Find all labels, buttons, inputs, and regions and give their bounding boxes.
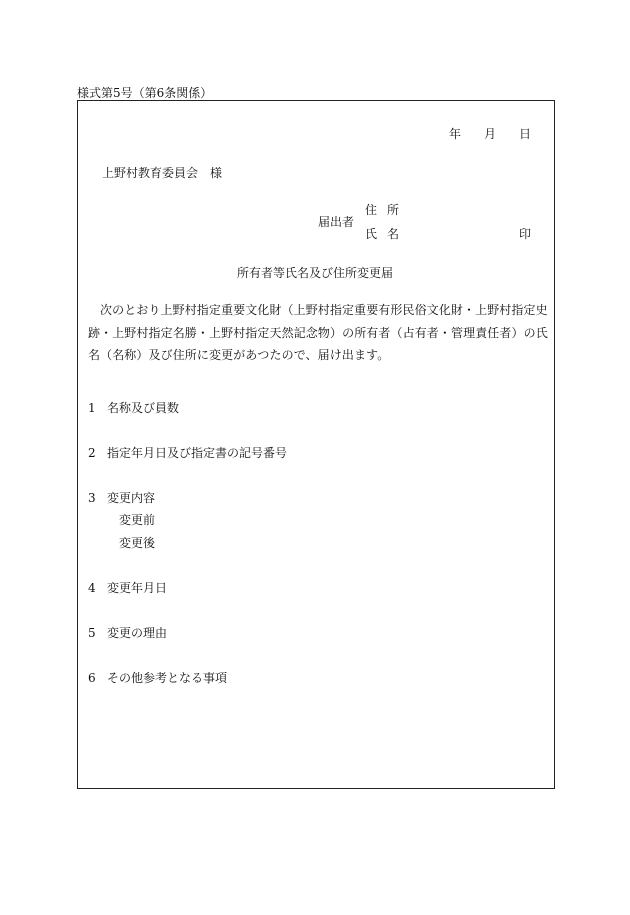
item-label: 変更の理由 [107,626,168,640]
item-3 [88,489,155,506]
item-label: その他参考となる事項 [107,671,228,685]
item-number: 6 [88,671,96,685]
item-number: 5 [88,626,96,640]
item-label: 変更内容 [107,491,156,505]
date-year-label: 年 [449,127,462,141]
address-label: 住所 [365,203,410,217]
item-label: 名称及び員数 [107,401,180,415]
item-1 [88,399,179,416]
item-number: 2 [88,446,96,460]
item-4 [88,579,167,596]
change-before-label: 変更前 [119,513,156,527]
item-number: 4 [88,581,96,595]
item-number: 3 [88,491,96,505]
addressee: 上野村教育委員会 様 [102,166,223,180]
item-2 [88,444,287,461]
date-month-label: 月 [484,127,497,141]
document-title: 所有者等氏名及び住所変更届 [236,266,393,280]
item-label: 指定年月日及び指定書の記号番号 [107,446,288,460]
form-number-caption: 様式第5号（第6条関係） [77,86,213,100]
applicant-label: 届出者 [318,215,355,229]
item-6 [88,669,227,686]
item-label: 変更年月日 [107,581,168,595]
date-day-label: 日 [519,127,532,141]
item-number: 1 [88,401,96,415]
body-paragraph: 次のとおり上野村指定重要文化財（上野村指定重要有形民俗文化財・上野村指定史跡・上野村指定名勝・上野村指定天然記念物）の所有者（占有者・管理責任者）の氏名（名称）及び住所に変更があつたので、届け出ます。 [88,303,548,362]
seal-mark: 印 [519,227,532,241]
name-label: 氏名 [365,227,410,241]
item-5 [88,624,167,641]
change-after-label: 変更後 [119,536,156,550]
